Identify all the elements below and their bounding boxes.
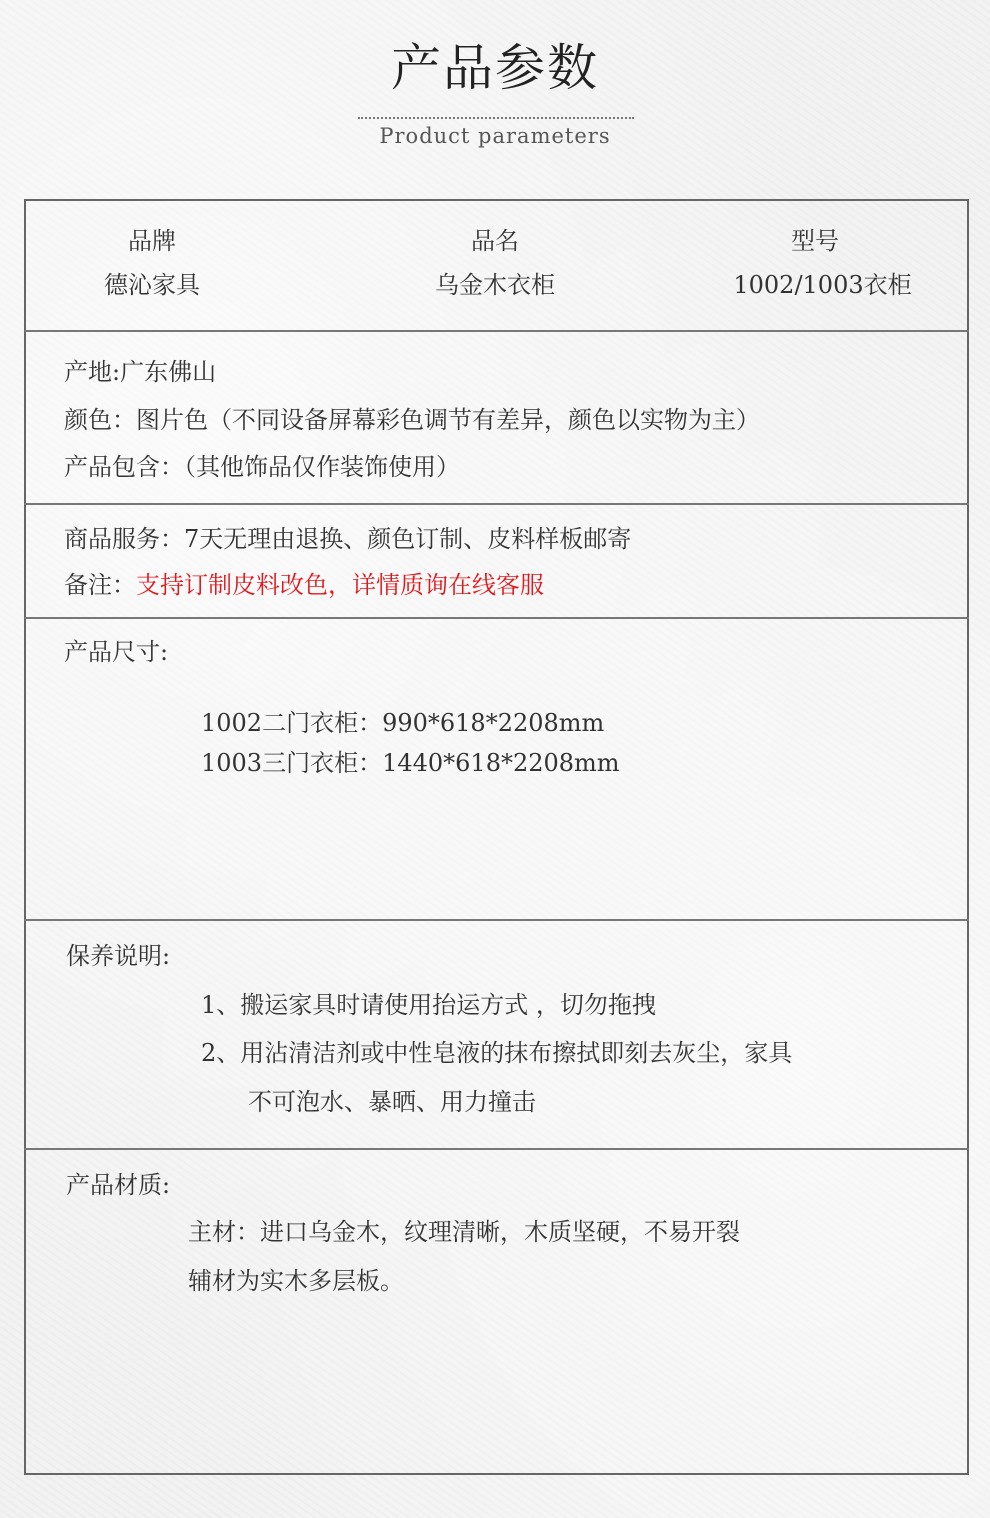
note-value: 支持订制皮料改色，详情质询在线客服 xyxy=(136,571,544,599)
size-line-2: 1003三门衣柜：1440*618*2208mm xyxy=(201,749,620,777)
name-label: 品名 xyxy=(471,227,519,255)
row-divider xyxy=(24,503,969,505)
row-divider xyxy=(24,1148,969,1150)
care-item-1: 1、搬运家具时请使用抬运方式 ，切勿拖拽 xyxy=(201,991,656,1019)
row-divider xyxy=(24,919,969,921)
color-text: 颜色：图片色（不同设备屏幕彩色调节有差异，颜色以实物为主） xyxy=(64,406,760,434)
model-label: 型号 xyxy=(791,227,839,255)
note-row xyxy=(64,570,544,600)
care-label: 保养说明: xyxy=(66,942,171,970)
material-label: 产品材质: xyxy=(66,1171,171,1199)
size-label: 产品尺寸: xyxy=(64,638,169,666)
note-label: 备注： xyxy=(64,571,136,599)
service-text: 商品服务：7天无理由退换、颜色订制、皮料样板邮寄 xyxy=(64,525,632,553)
name-value: 乌金木衣柜 xyxy=(435,271,555,299)
size-line-1: 1002二门衣柜：990*618*2208mm xyxy=(201,709,605,737)
material-line-2: 辅材为实木多层板。 xyxy=(188,1267,404,1295)
page-title: 产品参数 xyxy=(391,39,599,97)
origin-text: 产地:广东佛山 xyxy=(64,358,217,386)
page-subtitle: Product parameters xyxy=(379,124,611,148)
row-divider xyxy=(24,330,969,332)
title-divider xyxy=(358,117,634,119)
brand-label: 品牌 xyxy=(128,227,176,255)
brand-value: 德沁家具 xyxy=(104,271,200,299)
material-line-1: 主材：进口乌金木，纹理清晰，木质坚硬，不易开裂 xyxy=(188,1218,740,1246)
parameters-table xyxy=(24,199,969,1475)
includes-text: 产品包含：（其他饰品仅作装饰使用） xyxy=(64,453,460,481)
care-item-2-continued: 不可泡水、暴晒、用力撞击 xyxy=(248,1088,536,1116)
row-divider xyxy=(24,617,969,619)
care-item-2: 2、用沾清洁剂或中性皂液的抹布擦拭即刻去灰尘，家具 xyxy=(201,1039,793,1067)
model-value: 1002/1003衣柜 xyxy=(733,271,912,299)
